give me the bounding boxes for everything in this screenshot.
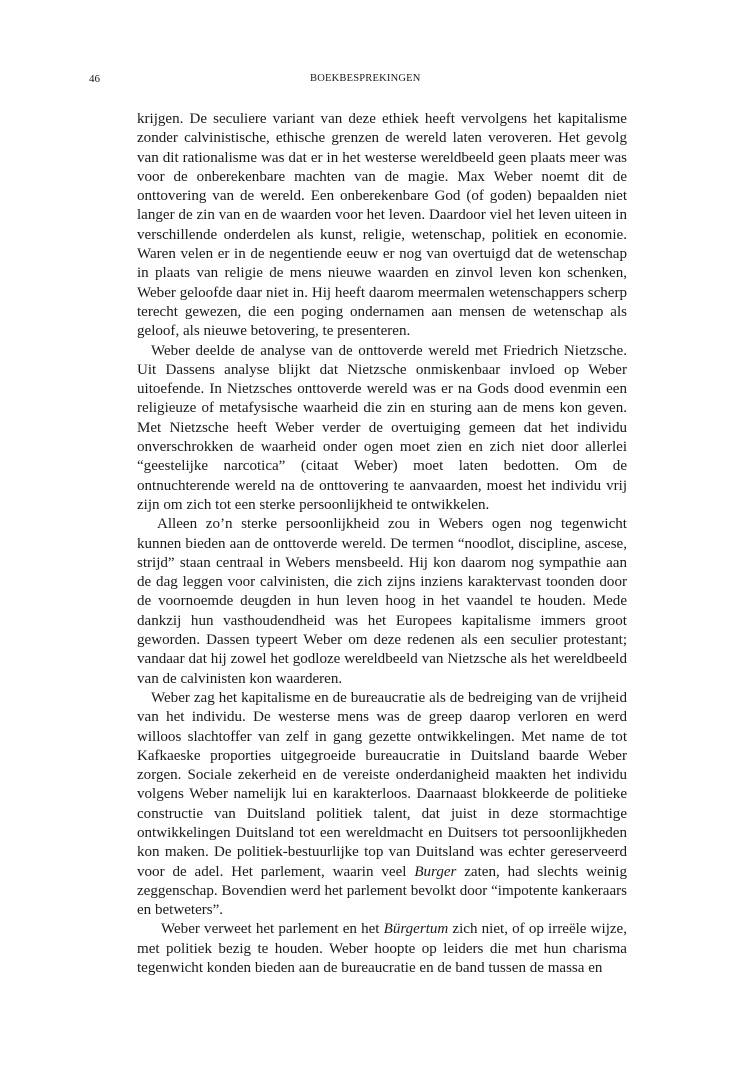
emphasis-burgertum: Bürgertum xyxy=(383,921,449,938)
paragraph-5-text-a: Weber verweet het parlement en het xyxy=(161,921,384,938)
paragraph-3: Alleen zo’n sterke persoonlijkheid zou in Webers ogen nog tegenwicht kunnen bieden aan de onttoverde wereld. De termen “noodlot, discipline, ascese, strijd” staan centraal in Webers mensbeeld. Hij kon daarom nog sympathie aan de dag leggen voor calvinisten, die zich zijns inziens karaktervast toonden door de voornoemde deugden in hun leven hoog in het vaandel te houden. Mede dankzij hun vasthoudendheid was het Europees kapitalisme immers groot geworden. Dassen typeert Weber om deze redenen als een seculier protestant; vandaar dat hij zowel het godloze wereldbeeld van Nietzsche als het wereldbeeld van de calvinisten kon waarderen. xyxy=(137,516,627,687)
paragraph-5 xyxy=(137,920,627,978)
body-text xyxy=(137,110,627,978)
paragraph-4-text-a: Weber zag het kapitalisme en de bureaucratie als de bedreiging van de vrijheid van het individu. De westerse mens was de greep daarop verloren en werd willoos slachtoffer van zelf in gang gezette ontwikkelingen. Met name de tot Kafkaeske proporties uitgegroeide bureaucratie in Duitsland baarde Weber zorgen. Sociale zekerheid en de vereiste onderdanigheid maakten het individu volgens Weber namelijk lui en karakterloos. Daarnaast blokkeerde de politieke constructie van Duitsland politiek talent, dat juist in deze stormachtige ontwikkelingen Duitsland tot een wereldmacht en Duitsers tot persoonlijkheden kon maken. De politiek-bestuurlijke top van Duitsland was echter gereserveerd voor de adel. Het parlement, waarin veel xyxy=(137,689,627,880)
paragraph-5-text-b: zich niet, of op irreële wijze, met politiek bezig te houden. Weber hoopte op leiders die met hun charisma tegenwicht konden bieden aan de bureaucratie en de band tussen de massa en xyxy=(137,921,627,977)
paragraph-4 xyxy=(137,689,627,921)
paragraph-2: Weber deelde de analyse van de onttoverde wereld met Friedrich Nietzsche. Uit Dassens analyse blijkt dat Nietzsche onmiskenbaar invloed op Weber uitoefende. In Nietzsches onttoverde wereld was er na Gods dood evenmin een religieuze of metafysische waarheid die zin en sturing aan de mens kon geven. Met Nietzsche heeft Weber verder de overtuiging gemeen dat het individu onverschrokken de waarheid onder ogen moet zien en zich niet door allerlei “geestelijke narcotica” (citaat Weber) moet laten bedotten. Om de ontnuchterende wereld na de onttovering te aanvaarden, moest het individu vrij zijn om zich tot een sterke persoonlijkheid te ontwikkelen. xyxy=(137,342,627,513)
paragraph-4-text-b: zaten, had slechts weinig zeggenschap. Bovendien werd het parlement bevolkt door “impotente kankeraars en betweters”. xyxy=(137,863,627,919)
page-number: 46 xyxy=(89,73,100,85)
emphasis-burger: Burger xyxy=(414,863,457,880)
paragraph-1: krijgen. De seculiere variant van deze ethiek heeft vervolgens het kapitalisme zonder calvinistische, ethische grenzen de wereld laten veroveren. Het gevolg van dit rationalisme was dat er in het westerse wereldbeeld geen plaats meer was voor de onberekenbare machten van de magie. Max Weber noemt dit de onttovering van de wereld. Een onberekenbare God (of goden) bepaalden niet langer de zin van en de waarden voor het leven. Daardoor viel het leven uiteen in verschillende onderdelen als kunst, religie, wetenschap, politiek en economie. Waren velen er in de negentiende eeuw er nog van overtuigd dat de wetenschap in plaats van religie de mens nieuwe waarden en zinvol leven kon schenken, Weber geloofde daar niet in. Hij heeft daarom meermalen wetenschappers scherp terecht gewezen, die een poging ondernamen aan mensen de wetenschap als geloof, als nieuwe betovering, te presenteren. xyxy=(137,111,627,340)
running-head: BOEKBESPREKINGEN xyxy=(310,73,421,84)
